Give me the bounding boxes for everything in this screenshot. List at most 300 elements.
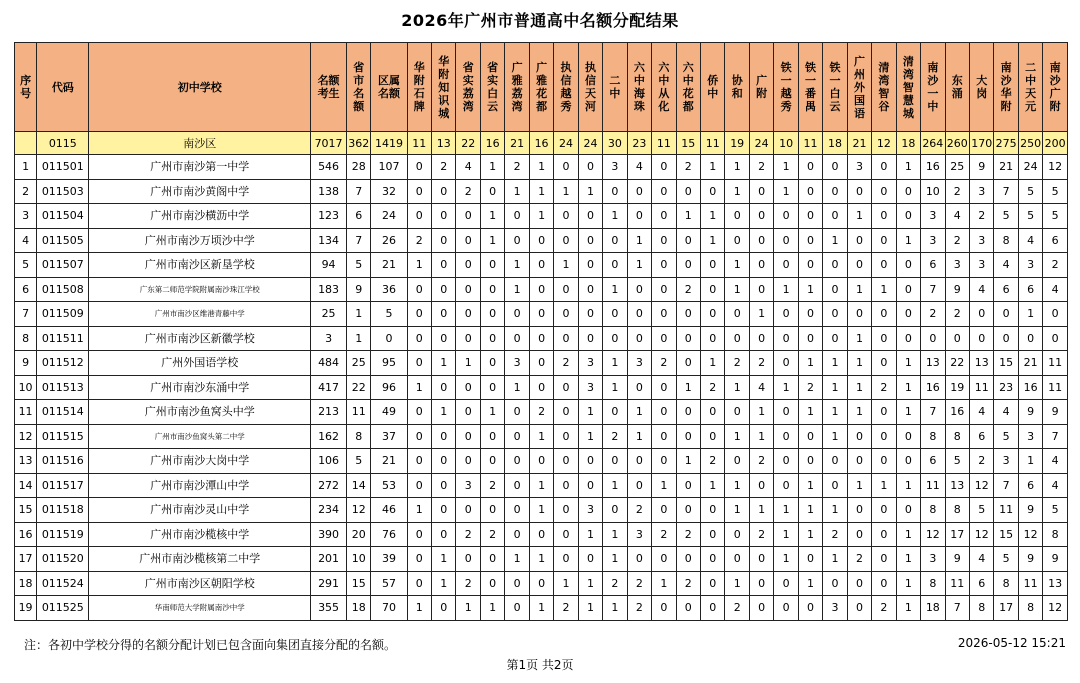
row-quota-value: 1 bbox=[529, 596, 553, 621]
row-quota-value: 0 bbox=[652, 400, 676, 425]
row-quota-value: 16 bbox=[921, 155, 945, 180]
row-quota-value: 1 bbox=[627, 228, 651, 253]
row-quota-value: 0 bbox=[603, 449, 627, 474]
row-quota-value: 1 bbox=[701, 155, 725, 180]
row-quota-value: 17 bbox=[994, 596, 1018, 621]
row-quota-value: 1 bbox=[847, 473, 871, 498]
row-city-quota: 11 bbox=[347, 400, 371, 425]
row-quota-value: 9 bbox=[1018, 498, 1042, 523]
row-code: 011507 bbox=[37, 253, 89, 278]
row-quota-value: 2 bbox=[480, 522, 504, 547]
row-quota-value: 1 bbox=[823, 351, 847, 376]
row-seq: 9 bbox=[15, 351, 37, 376]
row-quota-value: 0 bbox=[529, 571, 553, 596]
row-quota-value: 6 bbox=[1018, 277, 1042, 302]
row-quota-students: 390 bbox=[310, 522, 346, 547]
table-row bbox=[15, 375, 1068, 400]
row-quota-value: 0 bbox=[725, 228, 749, 253]
summary-value: 275 bbox=[994, 132, 1018, 155]
row-quota-value: 0 bbox=[432, 449, 456, 474]
row-quota-students: 162 bbox=[310, 424, 346, 449]
row-quota-value: 0 bbox=[872, 228, 896, 253]
row-seq: 1 bbox=[15, 155, 37, 180]
table-row bbox=[15, 326, 1068, 351]
row-code: 011509 bbox=[37, 302, 89, 327]
row-quota-value: 12 bbox=[921, 522, 945, 547]
row-quota-value: 0 bbox=[749, 277, 773, 302]
header-code: 代码 bbox=[37, 43, 89, 132]
row-quota-value: 0 bbox=[652, 302, 676, 327]
row-quota-value: 3 bbox=[578, 351, 602, 376]
summary-value: 24 bbox=[749, 132, 773, 155]
row-quota-value: 0 bbox=[970, 326, 994, 351]
row-school-name: 广州市南沙榄核第二中学 bbox=[89, 547, 310, 572]
row-quota-value: 0 bbox=[872, 204, 896, 229]
row-quota-students: 355 bbox=[310, 596, 346, 621]
row-quota-students: 123 bbox=[310, 204, 346, 229]
row-quota-value: 5 bbox=[1043, 498, 1068, 523]
row-quota-value: 1 bbox=[578, 400, 602, 425]
row-quota-value: 0 bbox=[432, 596, 456, 621]
row-quota-value: 2 bbox=[749, 155, 773, 180]
summary-seq bbox=[15, 132, 37, 155]
row-quota-value: 0 bbox=[798, 204, 822, 229]
row-seq: 2 bbox=[15, 179, 37, 204]
row-quota-value: 1 bbox=[725, 253, 749, 278]
row-quota-value: 0 bbox=[456, 400, 480, 425]
row-district-quota: 24 bbox=[371, 204, 407, 229]
row-quota-value: 2 bbox=[432, 155, 456, 180]
row-quota-value: 0 bbox=[652, 228, 676, 253]
row-quota-value: 2 bbox=[505, 155, 529, 180]
row-quota-value: 7 bbox=[1043, 424, 1068, 449]
row-quota-value: 1 bbox=[823, 375, 847, 400]
row-quota-value: 5 bbox=[1043, 204, 1068, 229]
row-quota-value: 0 bbox=[701, 302, 725, 327]
row-district-quota: 53 bbox=[371, 473, 407, 498]
row-quota-value: 0 bbox=[798, 596, 822, 621]
row-quota-value: 0 bbox=[529, 253, 553, 278]
quota-table bbox=[14, 42, 1068, 621]
row-quota-value: 2 bbox=[749, 351, 773, 376]
row-quota-value: 1 bbox=[749, 400, 773, 425]
row-quota-value: 2 bbox=[749, 449, 773, 474]
row-quota-value: 2 bbox=[970, 449, 994, 474]
summary-code: 0115 bbox=[37, 132, 89, 155]
row-quota-value: 2 bbox=[823, 522, 847, 547]
row-quota-value: 0 bbox=[872, 253, 896, 278]
row-quota-value: 0 bbox=[676, 424, 700, 449]
row-quota-value: 8 bbox=[945, 424, 969, 449]
row-quota-value: 2 bbox=[872, 596, 896, 621]
row-quota-value: 12 bbox=[970, 522, 994, 547]
row-quota-value: 0 bbox=[407, 571, 431, 596]
row-quota-value: 2 bbox=[456, 179, 480, 204]
summary-value: 19 bbox=[725, 132, 749, 155]
row-quota-value: 1 bbox=[432, 571, 456, 596]
row-code: 011524 bbox=[37, 571, 89, 596]
row-quota-value: 1 bbox=[749, 302, 773, 327]
row-quota-value: 2 bbox=[725, 351, 749, 376]
row-quota-value: 0 bbox=[505, 522, 529, 547]
row-quota-value: 0 bbox=[725, 326, 749, 351]
row-code: 011518 bbox=[37, 498, 89, 523]
row-quota-value: 0 bbox=[480, 179, 504, 204]
summary-value: 16 bbox=[480, 132, 504, 155]
row-quota-value: 1 bbox=[505, 179, 529, 204]
row-quota-value: 0 bbox=[676, 179, 700, 204]
row-quota-value: 1 bbox=[872, 473, 896, 498]
row-quota-value: 0 bbox=[823, 473, 847, 498]
row-quota-value: 2 bbox=[407, 228, 431, 253]
row-quota-value: 1 bbox=[627, 253, 651, 278]
table-row bbox=[15, 571, 1068, 596]
row-quota-value: 1 bbox=[725, 424, 749, 449]
row-quota-value: 1 bbox=[1018, 302, 1042, 327]
row-quota-value: 0 bbox=[432, 228, 456, 253]
row-quota-value: 3 bbox=[578, 375, 602, 400]
row-quota-value: 1 bbox=[823, 498, 847, 523]
summary-name: 南沙区 bbox=[89, 132, 310, 155]
row-code: 011512 bbox=[37, 351, 89, 376]
row-quota-value: 0 bbox=[627, 375, 651, 400]
summary-value: 15 bbox=[676, 132, 700, 155]
row-quota-value: 6 bbox=[1018, 473, 1042, 498]
row-district-quota: 5 bbox=[371, 302, 407, 327]
row-quota-value: 13 bbox=[1043, 571, 1068, 596]
row-quota-value: 1 bbox=[725, 155, 749, 180]
row-quota-value: 3 bbox=[970, 228, 994, 253]
header-school-col: 铁一白云 bbox=[823, 43, 847, 132]
row-quota-value: 1 bbox=[749, 498, 773, 523]
row-seq: 7 bbox=[15, 302, 37, 327]
row-quota-value: 0 bbox=[749, 228, 773, 253]
row-quota-value: 22 bbox=[945, 351, 969, 376]
row-quota-value: 0 bbox=[701, 522, 725, 547]
row-quota-value: 0 bbox=[407, 277, 431, 302]
row-quota-value: 6 bbox=[970, 424, 994, 449]
row-quota-value: 2 bbox=[554, 351, 578, 376]
row-code: 011505 bbox=[37, 228, 89, 253]
row-quota-value: 0 bbox=[456, 326, 480, 351]
row-city-quota: 18 bbox=[347, 596, 371, 621]
row-quota-value: 0 bbox=[823, 449, 847, 474]
row-quota-value: 0 bbox=[725, 449, 749, 474]
row-quota-value: 2 bbox=[676, 277, 700, 302]
row-quota-value: 0 bbox=[432, 277, 456, 302]
row-code: 011519 bbox=[37, 522, 89, 547]
row-quota-value: 0 bbox=[652, 155, 676, 180]
row-code: 011503 bbox=[37, 179, 89, 204]
row-quota-value: 15 bbox=[994, 522, 1018, 547]
row-quota-value: 0 bbox=[701, 571, 725, 596]
row-quota-value: 1 bbox=[701, 228, 725, 253]
row-quota-value: 0 bbox=[896, 302, 920, 327]
row-seq: 10 bbox=[15, 375, 37, 400]
row-quota-value: 0 bbox=[627, 204, 651, 229]
row-quota-value: 1 bbox=[456, 351, 480, 376]
table-row bbox=[15, 253, 1068, 278]
row-quota-value: 1 bbox=[798, 473, 822, 498]
row-quota-value: 0 bbox=[945, 326, 969, 351]
row-quota-value: 0 bbox=[456, 253, 480, 278]
row-quota-value: 0 bbox=[749, 571, 773, 596]
row-quota-value: 0 bbox=[505, 302, 529, 327]
header-school-col: 大岗 bbox=[970, 43, 994, 132]
row-quota-value: 2 bbox=[872, 375, 896, 400]
table-header-row bbox=[15, 43, 1068, 132]
row-quota-value: 0 bbox=[847, 596, 871, 621]
row-quota-value: 8 bbox=[921, 571, 945, 596]
row-quota-value: 1 bbox=[603, 522, 627, 547]
row-school-name: 广州市南沙区朝阳学校 bbox=[89, 571, 310, 596]
summary-value: 16 bbox=[529, 132, 553, 155]
row-quota-value: 0 bbox=[652, 547, 676, 572]
row-quota-value: 1 bbox=[725, 571, 749, 596]
row-quota-value: 0 bbox=[774, 424, 798, 449]
row-district-quota: 37 bbox=[371, 424, 407, 449]
row-quota-value: 2 bbox=[970, 204, 994, 229]
row-quota-value: 1 bbox=[529, 473, 553, 498]
row-quota-value: 0 bbox=[701, 277, 725, 302]
row-quota-value: 0 bbox=[774, 326, 798, 351]
row-quota-value: 0 bbox=[480, 424, 504, 449]
row-quota-value: 0 bbox=[725, 302, 749, 327]
row-quota-value: 0 bbox=[432, 424, 456, 449]
row-quota-value: 8 bbox=[1018, 596, 1042, 621]
row-quota-value: 2 bbox=[676, 571, 700, 596]
row-quota-students: 234 bbox=[310, 498, 346, 523]
row-quota-value: 0 bbox=[847, 179, 871, 204]
row-quota-value: 0 bbox=[578, 204, 602, 229]
row-quota-value: 0 bbox=[578, 473, 602, 498]
table-row bbox=[15, 155, 1068, 180]
row-code: 011511 bbox=[37, 326, 89, 351]
summary-value: 170 bbox=[970, 132, 994, 155]
row-quota-value: 2 bbox=[554, 596, 578, 621]
row-quota-value: 0 bbox=[407, 302, 431, 327]
row-quota-value: 1 bbox=[798, 400, 822, 425]
row-quota-value: 0 bbox=[603, 400, 627, 425]
row-quota-students: 134 bbox=[310, 228, 346, 253]
row-quota-value: 0 bbox=[652, 375, 676, 400]
summary-district-quota: 1419 bbox=[371, 132, 407, 155]
row-quota-value: 0 bbox=[578, 253, 602, 278]
row-quota-value: 1 bbox=[896, 473, 920, 498]
row-quota-value: 1 bbox=[652, 473, 676, 498]
header-school-col: 广州外国语 bbox=[847, 43, 871, 132]
row-quota-value: 1 bbox=[529, 547, 553, 572]
row-quota-value: 0 bbox=[603, 302, 627, 327]
row-quota-value: 0 bbox=[652, 596, 676, 621]
row-quota-value: 0 bbox=[872, 424, 896, 449]
row-quota-students: 3 bbox=[310, 326, 346, 351]
row-quota-value: 0 bbox=[554, 498, 578, 523]
header-quota-students: 名额考生 bbox=[310, 43, 346, 132]
row-quota-value: 4 bbox=[1018, 228, 1042, 253]
row-city-quota: 5 bbox=[347, 449, 371, 474]
row-quota-value: 0 bbox=[774, 473, 798, 498]
row-quota-value: 3 bbox=[970, 179, 994, 204]
row-code: 011501 bbox=[37, 155, 89, 180]
row-code: 011508 bbox=[37, 277, 89, 302]
row-quota-value: 12 bbox=[970, 473, 994, 498]
row-quota-value: 0 bbox=[480, 253, 504, 278]
summary-value: 12 bbox=[872, 132, 896, 155]
row-quota-value: 0 bbox=[505, 326, 529, 351]
row-city-quota: 20 bbox=[347, 522, 371, 547]
table-row bbox=[15, 498, 1068, 523]
row-quota-value: 0 bbox=[896, 449, 920, 474]
row-quota-value: 0 bbox=[872, 400, 896, 425]
row-quota-value: 0 bbox=[798, 302, 822, 327]
row-quota-value: 2 bbox=[945, 228, 969, 253]
row-quota-value: 0 bbox=[578, 449, 602, 474]
row-quota-value: 1 bbox=[896, 155, 920, 180]
row-seq: 5 bbox=[15, 253, 37, 278]
row-quota-value: 4 bbox=[1043, 277, 1068, 302]
row-city-quota: 5 bbox=[347, 253, 371, 278]
row-quota-value: 1 bbox=[603, 204, 627, 229]
row-quota-value: 0 bbox=[627, 449, 651, 474]
row-quota-value: 0 bbox=[994, 302, 1018, 327]
row-quota-value: 0 bbox=[872, 326, 896, 351]
row-school-name: 广州市南沙榄核中学 bbox=[89, 522, 310, 547]
row-quota-value: 1 bbox=[774, 155, 798, 180]
header-school-col: 铁一番禺 bbox=[798, 43, 822, 132]
row-quota-value: 0 bbox=[529, 449, 553, 474]
row-quota-value: 1 bbox=[529, 179, 553, 204]
row-quota-value: 0 bbox=[823, 571, 847, 596]
row-quota-value: 1 bbox=[725, 375, 749, 400]
row-quota-value: 1 bbox=[823, 400, 847, 425]
row-quota-value: 9 bbox=[1018, 547, 1042, 572]
row-seq: 13 bbox=[15, 449, 37, 474]
row-quota-value: 1 bbox=[872, 277, 896, 302]
row-quota-value: 3 bbox=[456, 473, 480, 498]
row-quota-value: 0 bbox=[872, 498, 896, 523]
row-quota-value: 7 bbox=[994, 473, 1018, 498]
row-quota-value: 21 bbox=[1018, 351, 1042, 376]
row-quota-value: 1 bbox=[798, 498, 822, 523]
header-school-col: 执信越秀 bbox=[554, 43, 578, 132]
row-quota-value: 0 bbox=[432, 326, 456, 351]
row-quota-value: 0 bbox=[872, 351, 896, 376]
row-quota-value: 0 bbox=[456, 228, 480, 253]
row-quota-value: 3 bbox=[1018, 253, 1042, 278]
row-quota-value: 1 bbox=[847, 400, 871, 425]
row-quota-value: 0 bbox=[456, 547, 480, 572]
row-quota-value: 3 bbox=[823, 596, 847, 621]
row-quota-value: 2 bbox=[945, 179, 969, 204]
row-quota-value: 0 bbox=[896, 204, 920, 229]
table-row bbox=[15, 302, 1068, 327]
row-quota-value: 0 bbox=[480, 498, 504, 523]
row-quota-value: 0 bbox=[896, 424, 920, 449]
summary-value: 11 bbox=[652, 132, 676, 155]
row-quota-value: 0 bbox=[554, 277, 578, 302]
row-quota-value: 2 bbox=[456, 522, 480, 547]
summary-value: 11 bbox=[798, 132, 822, 155]
row-quota-value: 0 bbox=[676, 498, 700, 523]
row-quota-value: 5 bbox=[1043, 179, 1068, 204]
row-quota-students: 213 bbox=[310, 400, 346, 425]
row-quota-value: 25 bbox=[945, 155, 969, 180]
row-quota-value: 6 bbox=[921, 253, 945, 278]
table-row bbox=[15, 449, 1068, 474]
row-quota-students: 546 bbox=[310, 155, 346, 180]
row-quota-value: 1 bbox=[1018, 449, 1042, 474]
row-quota-value: 11 bbox=[994, 498, 1018, 523]
row-quota-value: 0 bbox=[823, 326, 847, 351]
row-quota-students: 183 bbox=[310, 277, 346, 302]
header-school-col: 清湾智慧城 bbox=[896, 43, 920, 132]
row-quota-value: 1 bbox=[847, 375, 871, 400]
summary-value: 10 bbox=[774, 132, 798, 155]
header-school-col: 清湾智谷 bbox=[872, 43, 896, 132]
row-quota-value: 0 bbox=[701, 596, 725, 621]
row-quota-value: 1 bbox=[505, 277, 529, 302]
row-quota-value: 0 bbox=[627, 277, 651, 302]
row-quota-value: 3 bbox=[847, 155, 871, 180]
row-quota-value: 10 bbox=[921, 179, 945, 204]
row-quota-value: 0 bbox=[407, 204, 431, 229]
row-quota-value: 12 bbox=[1043, 596, 1068, 621]
row-seq: 3 bbox=[15, 204, 37, 229]
row-city-quota: 1 bbox=[347, 326, 371, 351]
row-quota-value: 0 bbox=[676, 326, 700, 351]
header-school-col: 二中天元 bbox=[1018, 43, 1042, 132]
row-quota-value: 0 bbox=[407, 449, 431, 474]
row-quota-value: 0 bbox=[480, 277, 504, 302]
header-school-col: 二中 bbox=[603, 43, 627, 132]
row-quota-value: 0 bbox=[505, 473, 529, 498]
row-quota-value: 0 bbox=[407, 424, 431, 449]
row-quota-value: 0 bbox=[872, 547, 896, 572]
row-quota-value: 2 bbox=[701, 449, 725, 474]
row-quota-value: 1 bbox=[603, 375, 627, 400]
row-quota-value: 17 bbox=[945, 522, 969, 547]
summary-value: 264 bbox=[921, 132, 945, 155]
row-quota-value: 0 bbox=[701, 400, 725, 425]
row-quota-value: 1 bbox=[603, 277, 627, 302]
row-quota-value: 1 bbox=[554, 571, 578, 596]
row-quota-value: 0 bbox=[823, 253, 847, 278]
row-quota-value: 0 bbox=[480, 571, 504, 596]
row-quota-value: 0 bbox=[554, 400, 578, 425]
row-quota-value: 0 bbox=[823, 204, 847, 229]
row-district-quota: 107 bbox=[371, 155, 407, 180]
row-quota-value: 1 bbox=[505, 375, 529, 400]
row-quota-value: 1 bbox=[798, 571, 822, 596]
table-row bbox=[15, 473, 1068, 498]
row-quota-value: 4 bbox=[456, 155, 480, 180]
row-quota-value: 0 bbox=[847, 498, 871, 523]
row-quota-value: 0 bbox=[749, 253, 773, 278]
row-quota-value: 0 bbox=[480, 351, 504, 376]
header-school-col: 协和 bbox=[725, 43, 749, 132]
summary-value: 23 bbox=[627, 132, 651, 155]
row-quota-value: 0 bbox=[652, 204, 676, 229]
row-district-quota: 96 bbox=[371, 375, 407, 400]
table-row bbox=[15, 204, 1068, 229]
row-quota-value: 0 bbox=[432, 522, 456, 547]
row-school-name: 广州市南沙区新垦学校 bbox=[89, 253, 310, 278]
row-quota-value: 1 bbox=[529, 204, 553, 229]
header-seq: 序号 bbox=[15, 43, 37, 132]
row-quota-value: 0 bbox=[578, 228, 602, 253]
row-district-quota: 39 bbox=[371, 547, 407, 572]
